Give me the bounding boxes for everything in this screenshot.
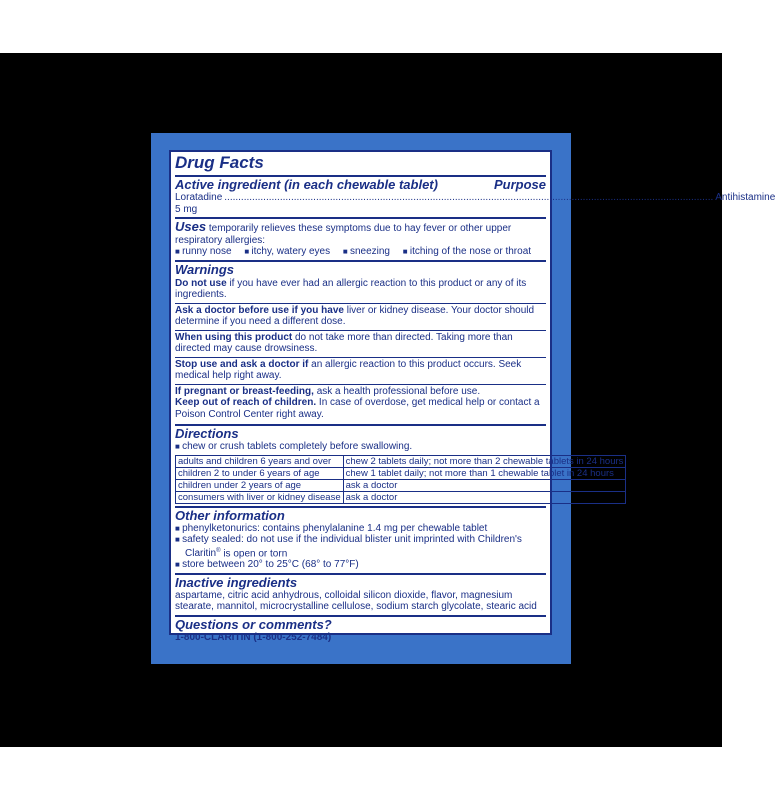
table-cell-who: children 2 to under 6 years of age [176,467,344,479]
directions-section [175,426,624,508]
when-using-text: do not take more than directed. Taking more than directed may cause drowsiness. [175,331,513,354]
table-row [176,467,626,479]
pregnant-label: If pregnant or breast-feeding, [175,385,314,397]
directions-intro: ■ chew or crush tablets completely before swallowing. [175,441,546,453]
other-information-heading: Other information [175,507,285,523]
other-item: ■ safety sealed: do not use if the individual blister unit imprinted with Children's Claritin [175,534,522,559]
uses-item: ■ itching of the nose or throat [403,246,531,257]
title-section [175,152,546,177]
stop-use-text: an allergic reaction to this product occurs. Seek medical help right away. [175,358,522,381]
active-ingredient: Loratadine 5 mg [175,192,223,215]
uses-item: ■ sneezing [343,246,390,257]
other-item: ■ phenylketonurics: contains phenylalanine 1.4 mg per chewable tablet [175,523,546,535]
uses-item: ■ itchy, watery eyes [244,246,330,257]
purpose-value: Antihistamine [715,192,775,203]
uses-heading: Uses [175,219,207,234]
warnings-heading: Warnings [175,261,234,277]
table-row [176,491,626,503]
uses-text: temporarily relieves these symptoms due to hay fever or other upper respiratory allergies: [175,223,512,246]
ask-doctor-text: liver or kidney disease. Your doctor should determine if you need a different dose. [175,304,535,327]
drug-facts-label [169,150,775,643]
inactive-ingredients-section [175,575,546,617]
uses-section [175,219,546,262]
table-cell-dose: ask a doctor [343,491,626,503]
drug-facts-title: Drug Facts [175,153,264,172]
table-cell-dose: ask a doctor [343,479,626,491]
questions-section [175,617,546,646]
pregnant-text: ask a health professional before use. [316,385,481,397]
inactive-ingredients-heading: Inactive ingredients [175,574,298,590]
table-cell-who: adults and children 6 years and over [176,455,344,467]
other-item-continued: is open or torn [223,547,288,559]
when-using-label: When using this product [175,331,293,343]
leader-dots [224,192,713,204]
table-cell-who: consumers with liver or kidney disease [176,491,344,503]
table-row [176,455,626,467]
table-cell-dose: chew 1 tablet daily; not more than 1 chewable tablet in 24 hours [343,467,626,479]
purpose-heading: Purpose [493,177,546,192]
ask-doctor-label: Ask a doctor before use if you have [175,304,344,316]
directions-table [175,455,626,504]
registered-mark: ® [216,547,221,554]
phone-number: 1-800-CLARITIN (1-800-252-7484) [175,631,332,643]
table-row [176,479,626,491]
active-ingredient-heading: Active ingredient (in each chewable tablet) [175,177,438,192]
table-cell-dose: chew 2 tablets daily; not more than 2 chewable tablets in 24 hours [343,455,626,467]
table-cell-who: children under 2 years of age [176,479,344,491]
warnings-section [175,262,546,427]
directions-heading: Directions [175,426,239,441]
do-not-use-text: if you have ever had an allergic reaction to this product or any of its ingredients. [175,277,527,300]
other-information-section [175,508,546,575]
stop-use-label: Stop use and ask a doctor if [175,358,309,370]
questions-heading: Questions or comments? [175,616,332,632]
do-not-use-label: Do not use [175,277,227,289]
keep-out-label: Keep out of reach of children. [175,397,317,408]
inactive-ingredients-text: aspartame, citric acid anhydrous, colloidal silicon dioxide, flavor, magnesium stearate, mannitol, microcrystalline cellulose, sodium starch glycolate, stearic acid [175,589,537,613]
active-ingredient-section [175,177,775,219]
uses-item: ■ runny nose [175,246,232,257]
keep-out-text: In case of overdose, get medical help or contact a Poison Control Center right away. [175,397,540,420]
other-item: ■ store between 20° to 25°C (68° to 77°F) [175,559,546,571]
